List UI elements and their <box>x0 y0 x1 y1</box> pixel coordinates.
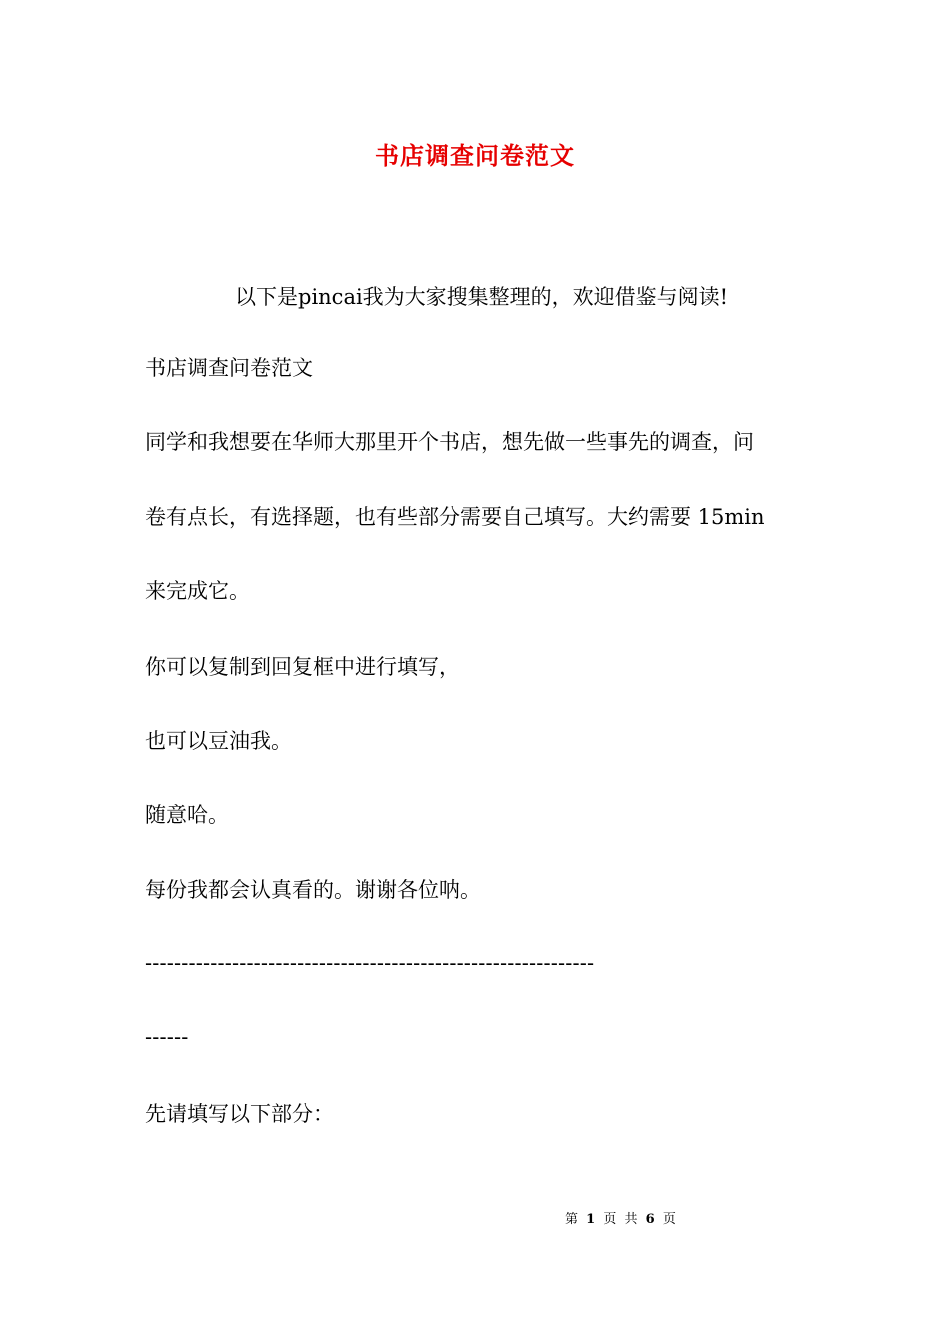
separator-dashes: -------------------------------------------------------------- <box>145 951 595 975</box>
paragraph-line: 每份我都会认真看的。谢谢各位呐。 <box>145 878 481 902</box>
separator-dashes: ------ <box>145 1025 189 1049</box>
paragraph-line: 你可以复制到回复框中进行填写， <box>145 655 460 679</box>
paragraph-line: 也可以豆油我。 <box>145 729 292 753</box>
paragraph-line: 卷有点长，有选择题，也有些部分需要自己填写。大约需要 15min <box>145 505 765 529</box>
footer-suffix: 页 <box>662 1212 676 1227</box>
paragraph-line: 来完成它。 <box>145 579 250 603</box>
footer-current-page: 1 <box>586 1212 596 1227</box>
paragraph-line: 先请填写以下部分： <box>145 1102 334 1126</box>
paragraph-line: 随意哈。 <box>145 803 229 827</box>
footer-total-word: 共 <box>624 1212 638 1227</box>
document-title: 书店调查问卷范文 <box>375 141 575 170</box>
footer-prefix: 第 <box>565 1212 579 1227</box>
section-heading: 书店调查问卷范文 <box>145 356 313 380</box>
page-footer <box>565 1208 680 1227</box>
paragraph-line: 同学和我想要在华师大那里开个书店，想先做一些事先的调查，问 <box>145 430 754 454</box>
footer-total-pages: 6 <box>645 1212 655 1227</box>
footer-page-word: 页 <box>603 1212 617 1227</box>
intro-paragraph: 以下是pincai我为大家搜集整理的，欢迎借鉴与阅读! <box>235 285 729 309</box>
